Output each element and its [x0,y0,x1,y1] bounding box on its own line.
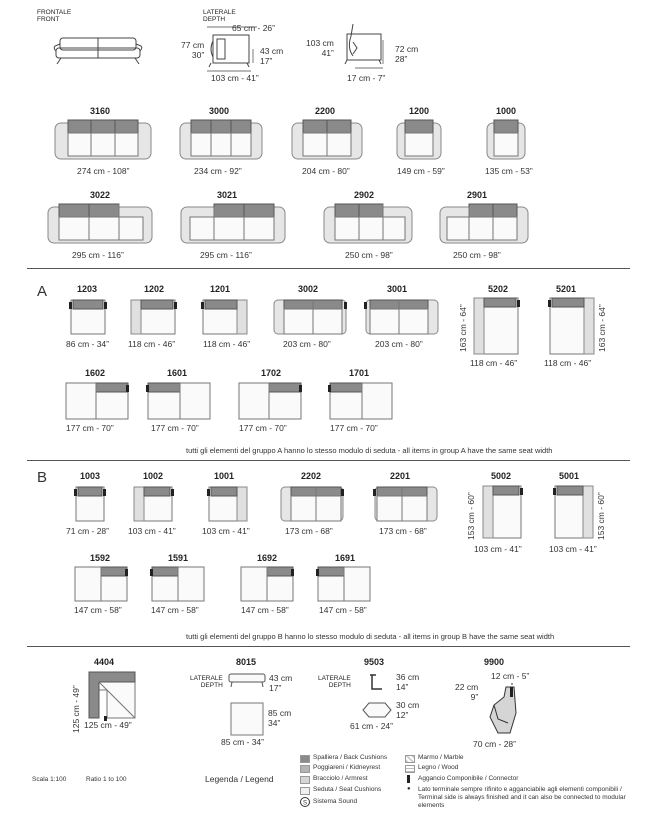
code-1591: 1591 [168,553,189,563]
ottoman-top [231,703,263,735]
depth-drawing-2 [343,22,393,72]
scale-it: Scala 1:100 [32,776,67,783]
dim-43: 43 cm 17” [260,46,284,66]
module-2202 [281,487,343,521]
sound-icon [300,797,310,807]
code-3160: 3160 [90,106,111,116]
dim-1691: 147 cm - 58” [319,605,367,615]
dim-2901: 250 cm - 98” [453,250,501,260]
legend-armrest: Bracciolo / Armrest [313,775,368,782]
code-1692: 1692 [257,553,278,563]
code-2902: 2902 [354,190,375,200]
module-1202 [131,300,175,334]
dim-5201: 118 cm - 46” [544,358,592,368]
code-1201: 1201 [210,284,231,294]
dim-9900-left: 22 cm 9” [455,682,479,702]
dim-103-height: 103 cm 41” [306,38,334,58]
module-1203 [71,300,105,334]
sofa-3000-plan [180,120,262,160]
dim-1003: 71 cm - 28” [66,526,109,536]
dim-3021: 295 cm - 116” [200,250,252,260]
sofa-2200-plan [292,120,362,160]
group-b-letter: B [37,469,48,486]
module-3002 [274,300,346,334]
legend-connector: Aggancio Componibile / Connector [418,775,519,782]
dim-77: 77 cm 30” [181,40,205,60]
code-1003: 1003 [80,471,101,481]
module-1591 [152,567,204,601]
legend-wood: Legno / Wood [418,764,459,771]
module-1601 [148,383,210,419]
dim-8015-height: 43 cm 17” [269,673,293,693]
code-5201: 5201 [556,284,577,294]
dim-9503-side: 30 cm 12” [396,700,420,720]
connector-icon [407,775,410,783]
dim-4404: 125 cm - 49” [84,720,132,730]
code-1691: 1691 [335,553,356,563]
bullet-icon: ● [407,786,411,792]
dim-1702: 177 cm - 70” [239,423,287,433]
module-2201 [375,487,437,521]
depth-view-label: LATERALE DEPTH [203,9,236,23]
code-3002: 3002 [298,284,319,294]
code-3021: 3021 [217,190,238,200]
legend-seat-cushions: Seduta / Seat Cushions [313,786,382,793]
dim-1701: 177 cm - 70” [330,423,378,433]
lat-9503: LATERALE DEPTH [318,675,351,689]
dim-17: 17 cm - 7” [347,73,386,83]
code-3001: 3001 [387,284,408,294]
code-1001: 1001 [214,471,235,481]
code-3022: 3022 [90,190,111,200]
dim-65: 65 cm - 26” [232,23,275,33]
wood-icon [405,765,415,773]
dim-8015-side: 85 cm 34” [268,708,292,728]
dim-1592: 147 cm - 58” [74,605,122,615]
module-1001 [209,487,247,521]
dim-9503-height: 36 cm 14” [396,672,420,692]
module-4404 [89,672,135,718]
module-5002 [483,486,521,538]
dim-1202: 118 cm - 46” [128,339,176,349]
dim-1602: 177 cm - 70” [66,423,114,433]
sofa-2901-plan [440,204,528,244]
swatch-kidneyrest [300,765,310,773]
group-a-note: tutti gli elementi del gruppo A hanno lo stesso modulo di seduta - all items in group A have the same seat width [186,446,553,455]
sofa-3022-plan [48,204,152,244]
front-sofa-drawing [53,36,143,66]
swatch-back-cushions [300,755,310,763]
sofa-3021-plan [181,204,285,244]
module-1701 [330,383,392,419]
legend-terminal-side: Lato terminale sempre rifinito e agganciabile agli elementi componibili / Terminal side is always finished and it can also be connected to modular elements [418,786,626,809]
dim-3002: 203 cm - 80” [283,339,331,349]
headrest-drawing [484,683,522,737]
code-2200: 2200 [315,106,336,116]
legend-kidneyrest: Poggiareni / Kidneyrest [313,764,381,771]
swatch-seat-cushions [300,787,310,795]
divider-3 [27,646,630,647]
code-5202: 5202 [488,284,509,294]
divider-2 [27,460,630,461]
dim-9900: 70 cm - 28” [473,739,516,749]
swatch-armrest [300,776,310,784]
divider-1 [27,268,630,269]
code-1202: 1202 [144,284,165,294]
sofa-2902-plan [324,204,412,244]
sofa-3160-plan [55,120,151,160]
svg-text:S: S [302,800,308,807]
dim-3022: 295 cm - 116” [72,250,124,260]
dim-3001: 203 cm - 80” [375,339,423,349]
ottoman-side [229,674,265,688]
dim-1601: 177 cm - 70” [151,423,199,433]
dim-1000: 135 cm - 53” [485,166,533,176]
dim-2902: 250 cm - 98” [345,250,393,260]
scale-en: Ratio 1 to 100 [86,776,127,783]
dim-1200: 149 cm - 59” [397,166,445,176]
code-1592: 1592 [90,553,111,563]
dim-103-depth: 103 cm - 41” [211,73,259,83]
vdim-5001: 153 cm - 60” [596,492,606,540]
code-2201: 2201 [390,471,411,481]
module-1692 [241,567,293,601]
legend-marble: Marmo / Marble [418,754,464,761]
code-1601: 1601 [167,368,188,378]
table-top [363,703,391,717]
dim-9503: 61 cm - 24” [350,721,393,731]
dim-3000: 234 cm - 92” [194,166,242,176]
dim-1002: 103 cm - 41” [128,526,176,536]
module-3001 [366,300,438,334]
dim-5002: 103 cm - 41” [474,544,522,554]
table-side [370,675,384,691]
dim-72: 72 cm 28” [395,44,419,64]
module-1002 [134,487,172,521]
group-a-letter: A [37,283,48,300]
dim-9900-top: 12 cm - 5” [491,671,530,681]
code-4404: 4404 [94,657,115,667]
dim-2200: 204 cm - 80” [302,166,350,176]
dim-1692: 147 cm - 58” [241,605,289,615]
legend-sound-system: Sistema Sound [313,798,358,805]
code-3000: 3000 [209,106,230,116]
module-5001 [555,486,593,538]
code-2901: 2901 [467,190,488,200]
code-5001: 5001 [559,471,580,481]
code-2202: 2202 [301,471,322,481]
module-1702 [239,383,301,419]
code-9503: 9503 [364,657,385,667]
code-1702: 1702 [261,368,282,378]
dim-5202: 118 cm - 46” [470,358,518,368]
code-1602: 1602 [85,368,106,378]
module-1003 [76,487,104,521]
sofa-1200-plan [397,120,441,160]
module-5201 [550,298,594,354]
code-1200: 1200 [409,106,430,116]
module-1201 [203,300,247,334]
dim-1591: 147 cm - 58” [151,605,199,615]
dim-5001: 103 cm - 41” [549,544,597,554]
code-1203: 1203 [77,284,98,294]
code-1002: 1002 [143,471,164,481]
dim-2201: 173 cm - 68” [379,526,427,536]
vdim-5201: 163 cm - 64” [597,304,607,352]
legend-title: Legenda / Legend [205,774,274,784]
module-5202 [474,298,518,354]
marble-icon [405,755,415,763]
dim-3160: 274 cm - 108” [77,166,130,176]
code-1000: 1000 [496,106,517,116]
legend-back-cushions: Spalliera / Back Cushions [313,754,388,761]
code-9900: 9900 [484,657,505,667]
module-1691 [318,567,370,601]
code-1701: 1701 [349,368,370,378]
vdim-5002: 153 cm - 60” [466,492,476,540]
module-1592 [75,567,127,601]
dim-8015: 85 cm - 34” [221,737,264,747]
code-5002: 5002 [491,471,512,481]
dim-1201: 118 cm - 46” [203,339,251,349]
dim-1001: 103 cm - 41” [202,526,250,536]
vdim-4404: 125 cm - 49” [71,685,81,733]
dim-1203: 86 cm - 34” [66,339,109,349]
front-view-label: FRONTALE FRONT [37,9,72,23]
module-1602 [66,383,128,419]
sofa-1000-plan [487,120,525,160]
vdim-5202: 163 cm - 64” [458,304,468,352]
dim-2202: 173 cm - 68” [285,526,333,536]
code-8015: 8015 [236,657,257,667]
lat-8015: LATERALE DEPTH [190,675,223,689]
group-b-note: tutti gli elementi del gruppo B hanno lo stesso modulo di seduta - all items in group B have the same seat width [186,632,555,641]
